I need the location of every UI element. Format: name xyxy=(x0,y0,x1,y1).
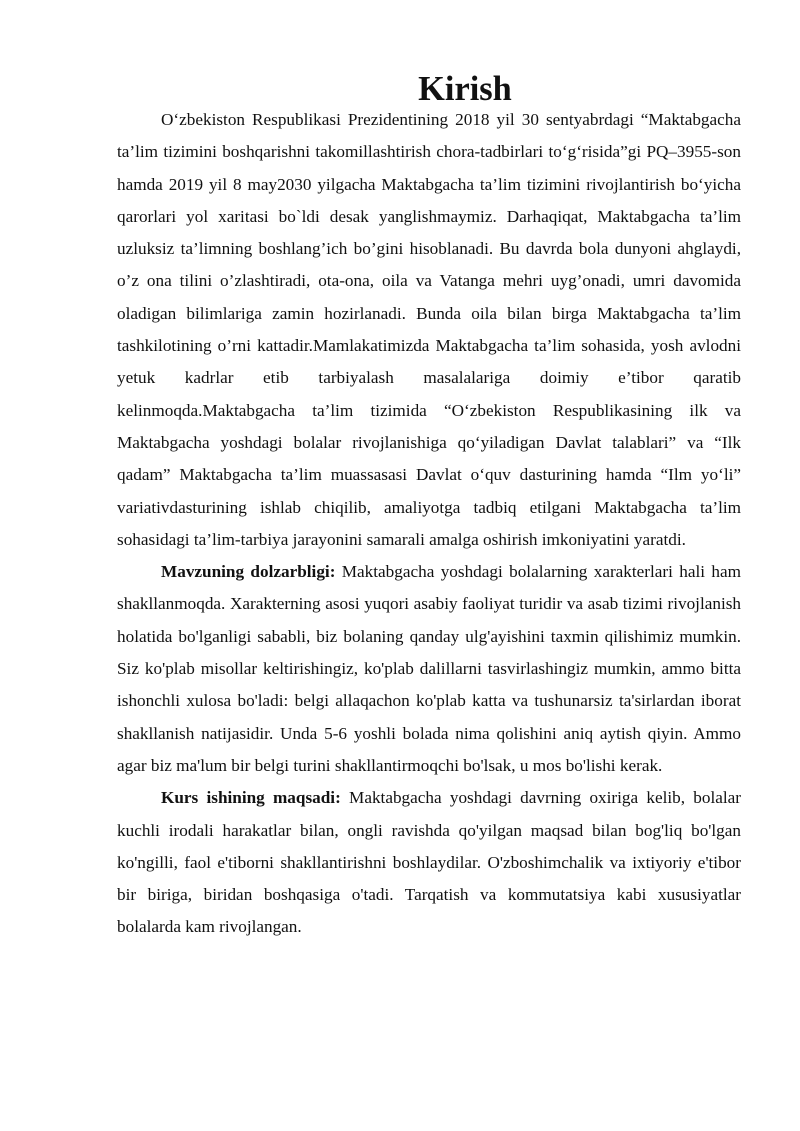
paragraph-goal-text: Maktabgacha yoshdagi davrning oxiriga kelib, bolalar kuchli irodali harakatlar bilan, ongli ravishda qo'yilgan maqsad bilan bog'liq bo'lgan ko'ngilli, faol e'tiborni shakllantirishni boshlaydilar. O'zboshimchalik va ixtiyoriy e'tibor bir biriga, biridan boshqasiga o'tadi. Tarqatish va kommutatsiya kabi xususiyatlar bolalarda kam rivojlangan. xyxy=(117,788,741,937)
paragraph-goal-lead: Kurs ishining maqsadi: xyxy=(161,788,341,808)
paragraph-relevance-text: Maktabgacha yoshdagi bolalarning xarakterlari hali ham shakllanmoqda. Xarakterning asosi yuqori asabiy faoliyat turidir va asab tizimi rivojlanish holatida bo'lganligi sababli, biz bolaning qanday ulg'ayishini taxmin qilishimiz mumkin. Siz ko'plab misollar keltirishingiz, ko'plab dalillarni tasvirlashingiz mumkin, ammo bitta ishonchli xulosa bo'ladi: belgi allaqachon ko'plab katta va tushunarsiz ta'sirlardan iborat shakllanish natijasidir. Unda 5-6 yoshli bolada nima qolishini aniq aytish qiyin. Ammo agar biz ma'lum bir belgi turini shakllantirmoqchi bo'lsak, u mos bo'lishi kerak. xyxy=(117,562,741,775)
paragraph-intro xyxy=(117,104,741,556)
document-body xyxy=(117,70,741,944)
paragraph-intro-text: O‘zbekiston Respublikasi Prezidentining 2018 yil 30 sentyabrdagi “Maktabgacha ta’lim tizimini boshqarishni takomillashtirish chora-tadbirlari to‘g‘risida”gi PQ–3955-son hamda 2019 yil 8 may2030 yilgacha Maktabgacha ta’lim tizimini rivojlantirish bo‘yicha qarorlari yol xaritasi bo`ldi desak yanglishmaymiz. Darhaqiqat, Maktabgacha ta’lim uzluksiz ta’limning boshlang’ich bo’gini hisoblanadi. Bu davrda bola dunyoni ahglaydi, o’z ona tilini o’zlashtiradi, ota-ona, oila va Vatanga mehri uyg’onadi, umri davomida oladigan bilimlariga zamin hozirlanadi. Bunda oila bilan birga Maktabgacha ta’lim tashkilotining o’rni kattadir.Mamlakatimizda Maktabgacha ta’lim sohasida, yosh avlodni yetuk kadrlar etib tarbiyalash masalalariga doimiy e’tibor qaratib kelinmoqda.Maktabgacha ta’lim tizimida “O‘zbekiston Respublikasining ilk va Maktabgacha yoshdagi bolalar rivojlanishiga qo‘yiladigan Davlat talablari” va “Ilk qadam” Maktabgacha ta’lim muassasasi Davlat o‘quv dasturining hamda “Ilm yo‘li” variativdasturining ishlab chiqilib, amaliyotga tadbiq etilgani Maktabgacha ta’lim sohasidagi ta’lim-tarbiya jarayonini samarali amalga oshirish imkoniyatini yaratdi. xyxy=(117,110,741,549)
page-title: Kirish xyxy=(418,70,512,108)
paragraph-relevance xyxy=(117,556,741,782)
paragraph-relevance-lead: Mavzuning dolzarbligi: xyxy=(161,562,336,582)
paragraph-goal xyxy=(117,782,741,943)
